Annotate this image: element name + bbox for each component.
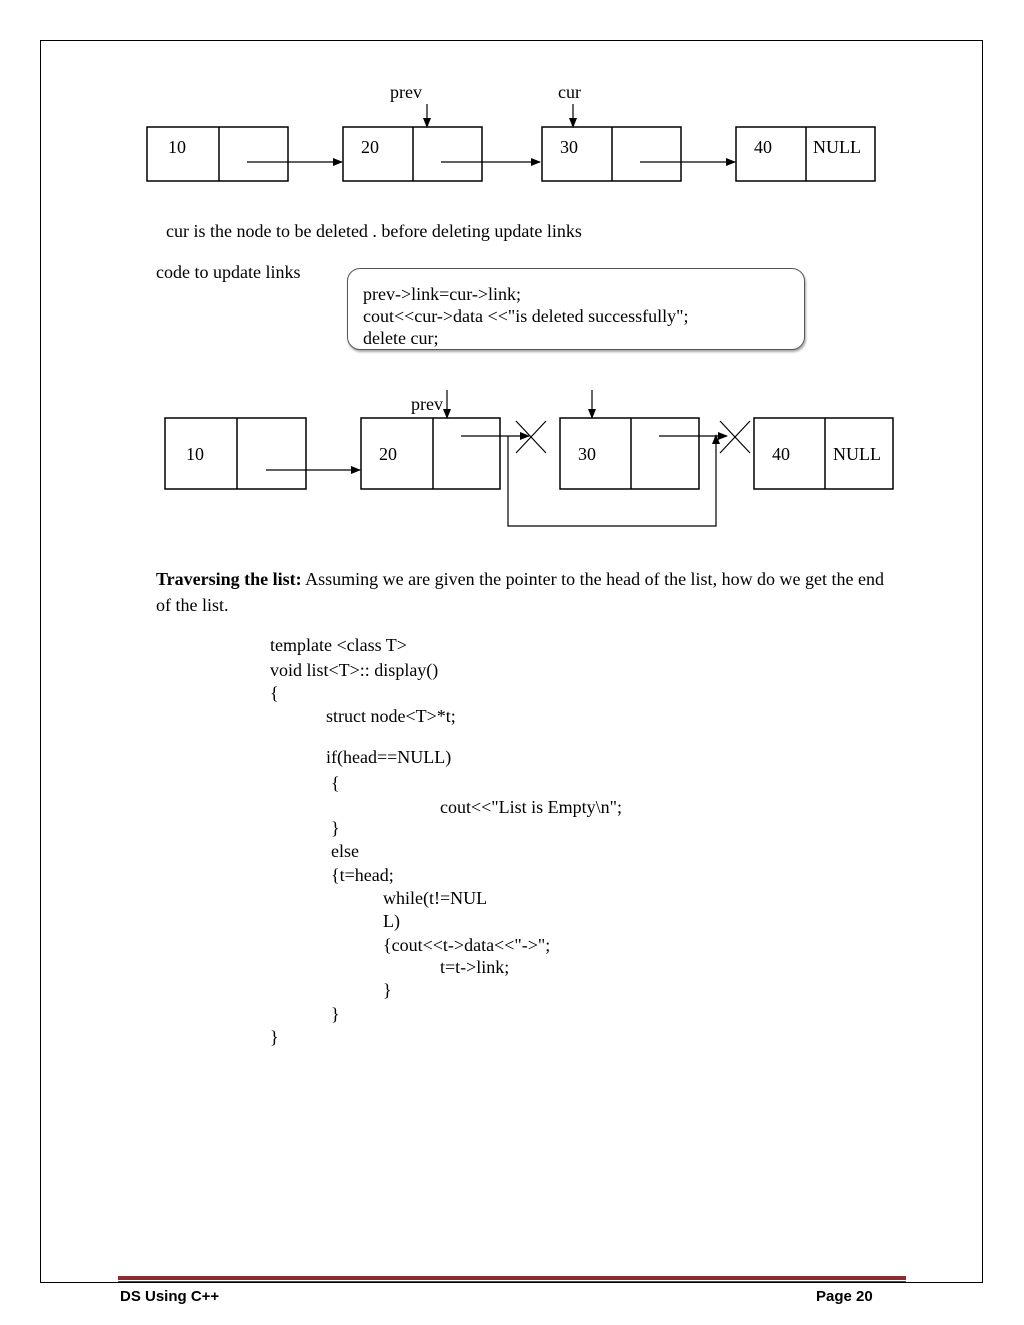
bypass-link-line [508, 436, 716, 526]
traversal-heading: Traversing the list: [156, 569, 302, 589]
code-listing-line: void list<T>:: display() [270, 660, 439, 680]
code-listing-line: } [331, 818, 340, 838]
top-node-4 [736, 127, 875, 181]
bottom-node-1 [165, 418, 306, 489]
top-node-3-data: 30 [560, 137, 578, 157]
code-label: code to update links [156, 262, 301, 282]
top-node-1 [147, 127, 288, 181]
code-listing-line: else [331, 841, 359, 861]
bottom-prev-label: prev [411, 394, 443, 414]
code-listing-line: {t=head; [331, 865, 394, 885]
code-listing-line: struct node<T>*t; [326, 706, 456, 726]
code-listing-line: L) [383, 911, 400, 931]
code-listing-line: } [270, 1027, 279, 1047]
update-links-code-box [347, 268, 805, 350]
top-diagram [147, 82, 875, 181]
top-node-2-data: 20 [361, 137, 379, 157]
bottom-diagram [165, 390, 893, 526]
bottom-node-4-data: 40 [772, 444, 790, 464]
bottom-node-2-data: 20 [379, 444, 397, 464]
code-line-1: prev->link=cur->link; [363, 284, 522, 304]
code-listing-line: if(head==NULL) [326, 747, 452, 767]
bottom-node-1-data: 10 [186, 444, 204, 464]
code-listing-line: } [383, 980, 392, 1000]
footer-page-number: Page 20 [816, 1288, 873, 1305]
top-prev-label: prev [390, 82, 422, 102]
code-listing-line: cout<<"List is Empty\n"; [440, 797, 622, 817]
code-listing-line: { [331, 773, 340, 793]
top-cur-label: cur [558, 82, 581, 102]
traversal-paragraph [156, 566, 896, 618]
top-node-3 [542, 127, 681, 181]
top-node-4-null: NULL [813, 137, 861, 157]
top-node-4-data: 40 [754, 137, 772, 157]
code-line-3: delete cur; [363, 328, 439, 348]
code-listing-line: template <class T> [270, 635, 407, 655]
bottom-node-4 [754, 418, 893, 489]
bottom-node-4-null: NULL [833, 444, 881, 464]
top-node-2 [343, 127, 482, 181]
code-listing-line: while(t!=NUL [383, 888, 488, 908]
code-listing-line: t=t->link; [440, 957, 510, 977]
code-listing-line: } [331, 1004, 340, 1024]
footer-rule [118, 1276, 906, 1280]
footer-rule-thin [118, 1281, 906, 1282]
code-listing-line: {cout<<t->data<<"->"; [383, 935, 551, 955]
traversal-text: Assuming we are given the pointer to the head of the list, how do we get the end of the list. [156, 569, 885, 615]
code-listing-line: { [270, 683, 279, 703]
footer-title: DS Using C++ [120, 1288, 220, 1305]
bottom-node-2 [361, 418, 500, 489]
code-line-2: cout<<cur->data <<"is deleted successfully"; [363, 306, 689, 326]
bottom-node-3-data: 30 [578, 444, 596, 464]
bottom-node-3 [560, 418, 699, 489]
deletion-caption: cur is the node to be deleted . before deleting update links [166, 221, 582, 241]
top-node-1-data: 10 [168, 137, 186, 157]
